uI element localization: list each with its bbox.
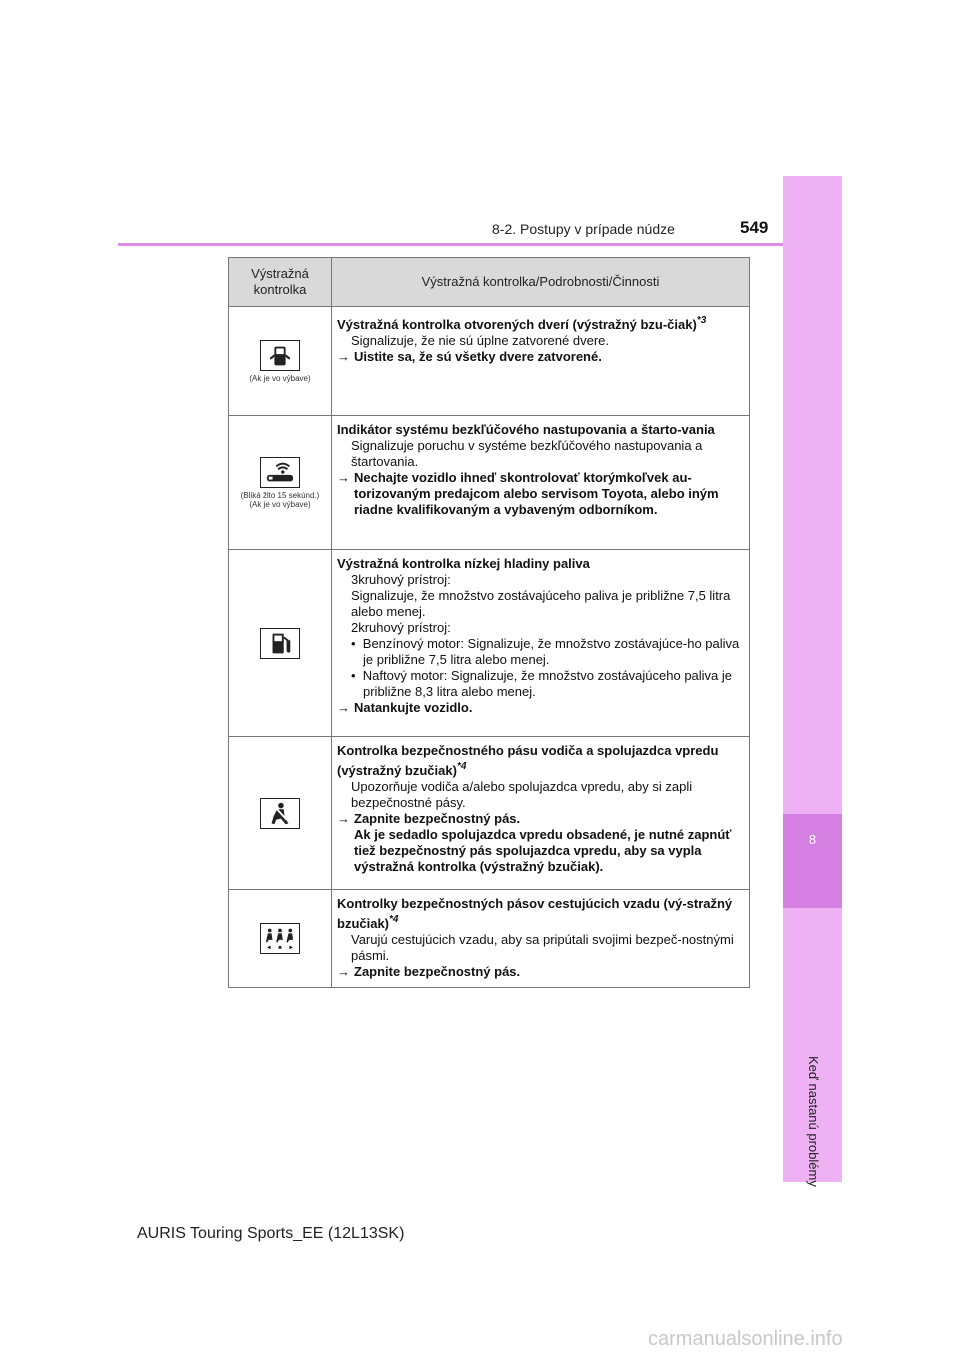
list-item: • Naftový motor: Signalizuje, že množstvo zostávajúceho paliva je približne 8,3 litra alebo menej. — [351, 668, 733, 699]
row-title: Indikátor systému bezkľúčového nastupovania a štarto-vania — [337, 422, 715, 437]
chapter-tab — [783, 814, 842, 908]
list-item: • Benzínový motor: Signalizuje, že množstvo zostávajúce-ho paliva je približne 7,5 litra alebo menej. — [351, 636, 740, 667]
row-detail: Varujú cestujúcich vzadu, aby sa pripútali svojimi bezpeč-nostnými pásmi. — [351, 932, 734, 963]
row-action: Nechajte vozidlo ihneď skontrolovať ktorýmkoľvek au-torizovaným predajcom alebo servisom Toyota, alebo iným riadne kvalifikovaným a vybaveným odborníkom. — [354, 470, 719, 517]
row-title: Výstražná kontrolka nízkej hladiny paliva — [337, 556, 590, 571]
chapter-number: 8 — [808, 832, 817, 847]
door-open-icon — [260, 340, 300, 371]
row-title: Výstražná kontrolka otvorených dverí (výstražný bzu-čiak) — [337, 317, 697, 332]
row-detail: 2kruhový prístroj: — [351, 620, 451, 635]
icon-cell — [229, 416, 332, 550]
table-row — [229, 416, 750, 550]
header-cell-details: Výstražná kontrolka/Podrobnosti/Činnosti — [332, 258, 750, 307]
page-number: 549 — [740, 218, 769, 237]
warning-lights-table — [228, 257, 750, 988]
watermark: carmanualsonline.info — [648, 1328, 843, 1350]
row-detail: 3kruhový prístroj: — [351, 572, 451, 587]
row-detail: Signalizuje, že množstvo zostávajúceho paliva je približne 7,5 litra alebo menej. — [351, 588, 731, 619]
description-cell — [332, 890, 750, 988]
row-title: Kontrolka bezpečnostného pásu vodiča a spolujazdca vpredu (výstražný bzučiak) — [337, 743, 719, 778]
header-cell-light: Výstražná kontrolka — [229, 258, 332, 307]
bullet-text: Benzínový motor: Signalizuje, že množstvo zostávajúce-ho paliva je približne 7,5 litra alebo menej. — [362, 636, 740, 667]
row-action: Zapnite bezpečnostný pás. — [354, 964, 521, 979]
icon-note: (Ak je vo výbave) — [249, 499, 311, 509]
table-row — [229, 550, 750, 737]
arrow-icon: → — [337, 964, 350, 979]
row-detail: Signalizuje, že nie sú úplne zatvorené dvere. — [351, 333, 609, 348]
icon-note: (Bliká žlto 15 sekúnd.) — [240, 490, 320, 500]
arrow-icon: → — [337, 811, 350, 826]
table-header-row — [229, 258, 750, 307]
row-title: Kontrolky bezpečnostných pásov cestujúcich vzadu (vý-stražný bzučiak) — [337, 896, 733, 931]
icon-cell — [229, 307, 332, 416]
icon-note: (Ak je vo výbave) — [249, 373, 311, 383]
rear-seatbelt-icon — [260, 923, 300, 954]
description-cell — [332, 550, 750, 737]
bullet-text: Naftový motor: Signalizuje, že množstvo zostávajúceho paliva je približne 8,3 litra alebo menej. — [362, 668, 733, 699]
table-row — [229, 890, 750, 988]
chapter-title: Keď nastanú problémy — [806, 1056, 821, 1187]
row-detail: Signalizuje poruchu v systéme bezkľúčového nastupovania a štartovania. — [351, 438, 703, 469]
description-cell — [332, 307, 750, 416]
icon-cell — [229, 890, 332, 988]
arrow-icon: → — [337, 700, 350, 715]
footnote-ref: *4 — [389, 914, 399, 925]
row-detail: Upozorňuje vodiča a/alebo spolujazdca vpredu, aby si zapli bezpečnostné pásy. — [351, 779, 693, 810]
model-code: AURIS Touring Sports_EE (12L13SK) — [137, 1225, 405, 1242]
icon-cell — [229, 550, 332, 737]
table-row — [229, 737, 750, 890]
row-action-extra: Ak je sedadlo spolujazdca vpredu obsadené, je nutné zapnúť tiež bezpečnostný pás spolujazdca vpredu, aby sa vypla výstražná kontrolka (výstražný bzučiak). — [354, 827, 732, 874]
icon-cell — [229, 737, 332, 890]
smart-key-icon — [260, 457, 300, 488]
arrow-icon: → — [337, 470, 350, 485]
description-cell — [332, 416, 750, 550]
seatbelt-icon — [260, 798, 300, 829]
row-action: Uistite sa, že sú všetky dvere zatvorené. — [354, 349, 602, 364]
description-cell — [332, 737, 750, 890]
header-divider — [118, 243, 783, 246]
row-action: Natankujte vozidlo. — [354, 700, 473, 715]
chapter-sidebar — [783, 176, 842, 1187]
footnote-ref: *3 — [696, 315, 707, 326]
table-row — [229, 307, 750, 416]
fuel-pump-icon — [260, 628, 300, 659]
section-title: 8-2. Postupy v prípade núdze — [492, 221, 675, 237]
row-action: Zapnite bezpečnostný pás. — [354, 811, 521, 826]
footnote-ref: *4 — [456, 761, 467, 772]
arrow-icon: → — [337, 349, 350, 364]
